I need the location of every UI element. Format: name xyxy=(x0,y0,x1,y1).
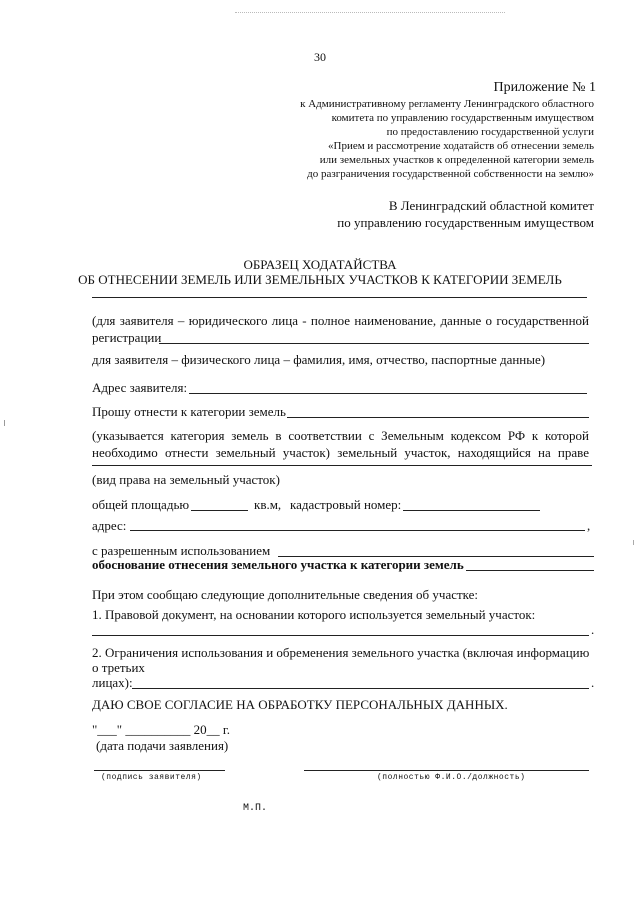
restrictions-field[interactable] xyxy=(132,688,589,689)
item-2-third: о третьих xyxy=(92,660,145,675)
addressee xyxy=(337,197,594,231)
legal-entity-note: (для заявителя – юридического лица - полное наименование, данные о государственной xyxy=(92,313,589,328)
item-1: 1. Правовой документ, на основании которого используется земельный участок: xyxy=(92,607,536,622)
document-subheading: ОБ ОТНЕСЕНИИ ЗЕМЕЛЬ ИЛИ ЗЕМЕЛЬНЫХ УЧАСТКОВ К КАТЕГОРИИ ЗЕМЕЛЬ xyxy=(78,272,562,287)
date-caption: (дата подачи заявления) xyxy=(96,738,229,753)
stamp-place: М.П. xyxy=(243,803,268,814)
address-comma: , xyxy=(587,518,591,533)
area-label: общей площадью xyxy=(92,497,190,512)
request-label: Прошу отнести к категории земель xyxy=(92,404,286,419)
item-2-dot: . xyxy=(591,675,595,690)
area-field[interactable] xyxy=(191,510,248,511)
appendix-line: «Прием и рассмотрение ходатайств об отнесении земель xyxy=(328,140,594,152)
appendix-line: по предоставлению государственной услуги xyxy=(386,126,594,138)
address-label: адрес: xyxy=(92,518,127,533)
justification-field[interactable] xyxy=(466,570,594,571)
registration-line xyxy=(159,343,589,344)
cadastral-label: кадастровый номер: xyxy=(290,497,402,512)
individual-note: для заявителя – физического лица – фамилия, имя, отчество, паспортные данные) xyxy=(92,352,546,367)
additional-info: При этом сообщаю следующие дополнительные сведения об участке: xyxy=(92,587,479,602)
applicant-signature-caption: (подпись заявителя) xyxy=(101,773,202,782)
permitted-use-label: с разрешенным использованием xyxy=(92,543,271,558)
appendix-line: до разграничения государственной собственности на землю» xyxy=(307,168,594,180)
right-type-note: (вид права на земельный участок) xyxy=(92,472,280,487)
addressee-line: В Ленинградский областной комитет xyxy=(388,198,594,213)
applicant-signature-field[interactable] xyxy=(94,770,225,771)
item-2-persons: лицах): xyxy=(92,675,133,690)
applicant-address-field[interactable] xyxy=(189,393,587,394)
category-note: (указывается категория земель в соответствии с Земельным кодексом РФ к которой xyxy=(92,428,589,443)
appendix-text xyxy=(300,97,594,181)
justification-label: обоснование отнесения земельного участка к категории земель xyxy=(92,557,464,572)
category-note-2: необходимо отнести земельный участок) земельный участок, находящийся на праве xyxy=(92,445,589,460)
item-1-dot: . xyxy=(591,622,595,637)
legal-entity-note-2: регистрации xyxy=(92,330,162,345)
scan-mark xyxy=(633,540,634,545)
addressee-line: по управлению государственным имуществом xyxy=(337,215,594,230)
appendix-line: комитета по управлению государственным имуществом xyxy=(331,112,594,124)
full-name-caption: (полностью Ф.И.О./должность) xyxy=(377,773,526,782)
right-type-field[interactable] xyxy=(92,465,592,466)
scan-artifact xyxy=(235,12,505,13)
applicant-name-line xyxy=(92,297,587,298)
scan-mark xyxy=(4,420,5,426)
date-line[interactable]: "___" __________ 20__ г. xyxy=(92,722,230,737)
area-unit: кв.м, xyxy=(254,497,282,512)
full-name-field[interactable] xyxy=(304,770,589,771)
appendix-line: к Административному регламенту Ленинградского областного xyxy=(300,98,594,110)
address-field[interactable] xyxy=(130,530,585,531)
applicant-address-label: Адрес заявителя: xyxy=(92,380,188,395)
consent-statement: ДАЮ СВОЕ СОГЛАСИЕ НА ОБРАБОТКУ ПЕРСОНАЛЬНЫХ ДАННЫХ. xyxy=(92,697,508,712)
document-heading: ОБРАЗЕЦ ХОДАТАЙСТВА xyxy=(243,257,397,272)
appendix-title: Приложение № 1 xyxy=(493,80,596,95)
appendix-line: или земельных участков к определенной категории земель xyxy=(319,154,594,166)
item-2: 2. Ограничения использования и обременения земельного участка (включая информацию xyxy=(92,645,590,660)
land-category-field[interactable] xyxy=(287,417,589,418)
cadastral-number-field[interactable] xyxy=(403,510,540,511)
page-number: 30 xyxy=(314,50,326,64)
legal-document-field[interactable] xyxy=(92,635,589,636)
